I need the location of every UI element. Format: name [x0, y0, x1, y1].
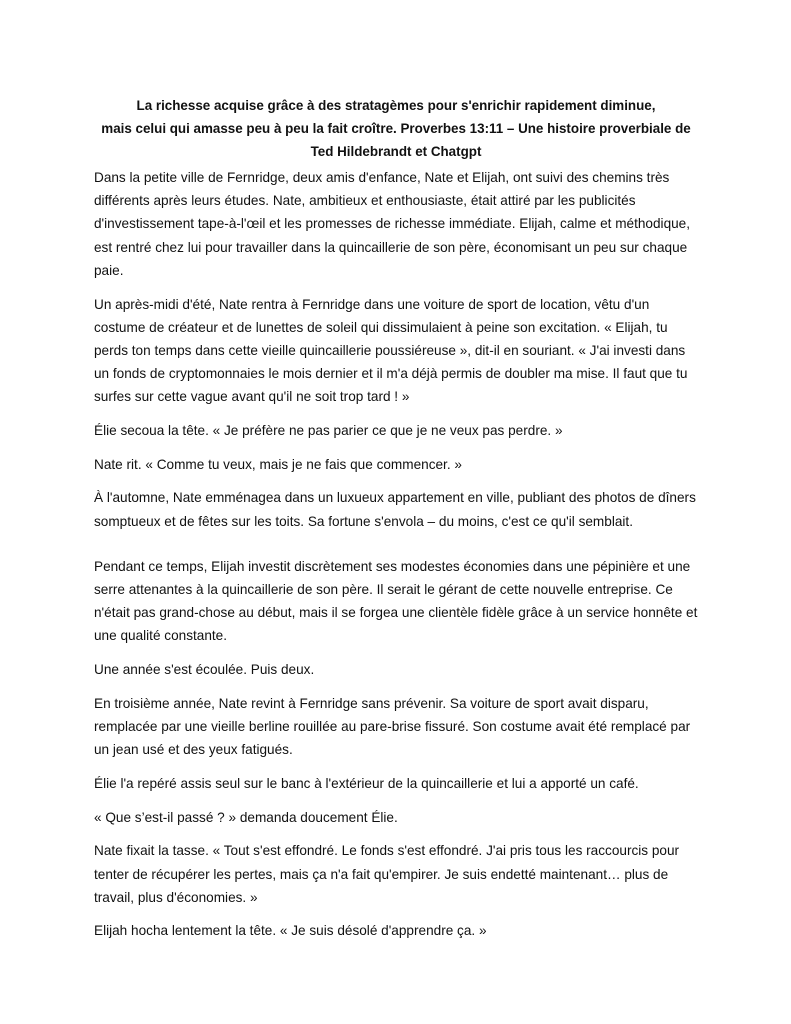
paragraph: Elijah hocha lentement la tête. « Je suis désolé d'apprendre ça. » — [94, 923, 487, 939]
paragraph: Élie l'a repéré assis seul sur le banc à l'extérieur de la quincaillerie et lui a apporté un café. — [94, 775, 639, 791]
paragraph: Pendant ce temps, Elijah investit discrètement ses modestes économies dans une pépinière et une serre attenantes à la quincaillerie de son père. Il serait le gérant de cette nouvelle entreprise. Ce n'était pas grand-chose au début, mais il se forgea une clientèle fidèle grâce à un service honnête et une qualité constante. — [94, 558, 698, 644]
document-body — [94, 166, 699, 953]
paragraph: Nate fixait la tasse. « Tout s'est effondré. Le fonds s'est effondré. J'ai pris tous les raccourcis pour tenter de récupérer les pertes, mais ça n'a fait qu'empirer. Je suis endetté maintenant… plus de travail, plus d'économies. » — [94, 843, 680, 905]
title-line: La richesse acquise grâce à des stratagèmes pour s'enrichir rapidement diminue, — [136, 98, 656, 113]
paragraph: À l'automne, Nate emménagea dans un luxueux appartement en ville, publiant des photos de dîners somptueux et de fêtes sur les toits. Sa fortune s'envola – du moins, c'est ce qu'il semblait. — [94, 490, 696, 529]
paragraph: En troisième année, Nate revint à Fernridge sans prévenir. Sa voiture de sport avait disparu, remplacée par une vieille berline rouillée au pare-brise fissuré. Son costume avait été remplacé par un jean usé et des yeux fatigués. — [94, 695, 691, 758]
title-line: Ted Hildebrandt et Chatgpt — [310, 144, 482, 159]
paragraph: Élie secoua la tête. « Je préfère ne pas parier ce que je ne veux pas perdre. » — [94, 423, 563, 439]
document-title — [96, 94, 696, 163]
paragraph: Une année s'est écoulée. Puis deux. — [94, 662, 315, 678]
title-line: mais celui qui amasse peu à peu la fait croître. Proverbes 13:11 – Une histoire proverbiale de — [101, 121, 691, 136]
paragraph: « Que s’est-il passé ? » demanda doucement Élie. — [94, 809, 398, 825]
paragraph: Un après-midi d'été, Nate rentra à Fernridge dans une voiture de sport de location, vêtu d'un costume de créateur et de lunettes de soleil qui dissimulaient à peine son excitation. « Elijah, tu perds ton temps dans cette vieille quincaillerie poussiéreuse », dit-il en souriant. « J'ai investi dans un fonds de cryptomonnaies le mois dernier et il m'a déjà permis de doubler ma mise. Il faut que tu surfes sur cette vague avant qu'il ne soit trop tard ! » — [94, 296, 688, 405]
paragraph: Dans la petite ville de Fernridge, deux amis d'enfance, Nate et Elijah, ont suivi des chemins très différents après leurs études. Nate, ambitieux et enthousiaste, était attiré par les publicités d'investissement tape-à-l'œil et les promesses de richesse immédiate. Elijah, calme et méthodique, est rentré chez lui pour travailler dans la quincaillerie de son père, économisant un peu sur chaque paie. — [94, 170, 691, 278]
paragraph: Nate rit. « Comme tu veux, mais je ne fais que commencer. » — [94, 456, 462, 472]
